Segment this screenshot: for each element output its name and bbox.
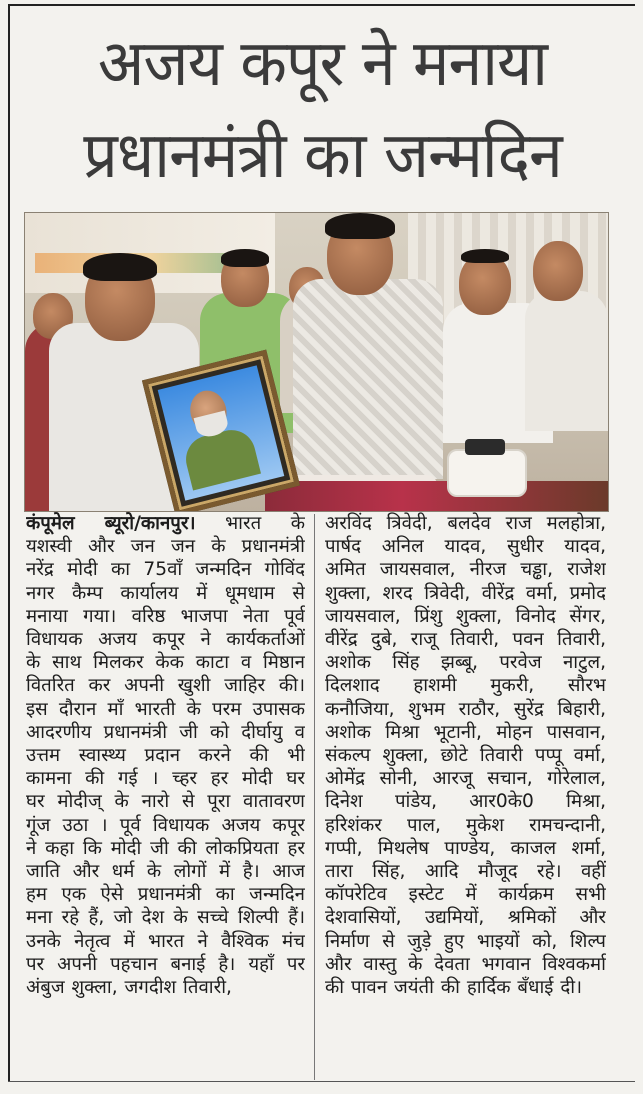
article-line-text: दिलशाद हाशमी मुकरी, सौरभ [325, 675, 606, 697]
article-line-text: विधायक अजय कपूर ने कार्यकर्ताओं [26, 629, 305, 651]
article-line [325, 512, 606, 535]
article-line-text: कनौजिया, शुभम राठौर, सुरेंद्र बिहारी, [325, 698, 606, 720]
article-line [325, 721, 606, 744]
article-line [26, 860, 305, 883]
article-line [26, 582, 305, 605]
article-line-text: जाति और धर्म के लोगों में है। आज [26, 861, 305, 883]
article-line [325, 860, 606, 883]
article-line-text: ओमेंद्र सोनी, आरजू सचान, गोरेलाल, [325, 768, 606, 790]
article-line-text: भारत के [195, 513, 305, 534]
column-divider [314, 514, 315, 1080]
article-line [325, 790, 606, 813]
article-line-text: आदरणीय प्रधानमंत्री जी को दीर्घायु व [26, 721, 305, 743]
article-line-text: अरविंद त्रिवेदी, बलदेव राज मलहोत्रा, [325, 513, 606, 534]
article-line-text: तारा सिंह, आदि मौजूद रहे। वहीं [325, 861, 606, 883]
article-line [325, 814, 606, 837]
article-line-text: की पावन जयंती की हार्दिक बँधाई दी। [325, 977, 583, 999]
article-line-text: दिनेश पांडेय, आर0के0 मिश्रा, [325, 791, 606, 813]
article-line [26, 930, 305, 953]
article-line [26, 790, 305, 813]
article-line-text: अंबुज शुक्ला, जगदीश तिवारी, [26, 977, 232, 999]
article-line [26, 628, 305, 651]
article-line [26, 767, 305, 790]
article-column-right [325, 512, 606, 999]
article-line-text: के साथ मिलकर केक काटा व मिष्ठान [26, 652, 305, 674]
article-line [325, 883, 606, 906]
article-line [325, 837, 606, 860]
article-line-text: नगर कैम्प कार्यालय में धूमधाम से [26, 582, 305, 604]
article-line-text: शुक्ला, शरद त्रिवेदी, वीरेंद्र वर्मा, प्रमोद [325, 582, 606, 604]
article-line-text: वीरेंद्र दुबे, राजू तिवारी, पवन तिवारी, [325, 629, 606, 651]
birthday-cake [447, 449, 527, 497]
article-line-text: गप्पी, मिथलेष पाण्डेय, काजल शर्मा, [325, 837, 606, 859]
article-line-text: वितरित कर अपनी खुशी जाहिर की। [26, 675, 305, 697]
article-line [26, 883, 305, 906]
article-line [26, 512, 305, 535]
article-line [325, 558, 606, 581]
article-line-text: पार्षद अनिल यादव, सुधीर यादव, [325, 536, 606, 558]
article-column-left [26, 512, 305, 999]
article-line-text: निर्माण से जुड़े हुए भाइयों को, शिल्प [325, 930, 606, 952]
article-line [26, 976, 305, 999]
article-line-text: यशस्वी और जन जन के प्रधानमंत्री [26, 536, 305, 558]
article-line [26, 906, 305, 929]
article-line [26, 721, 305, 744]
article-line [26, 698, 305, 721]
article-line [325, 582, 606, 605]
article-line-text: अशोक मिश्रा भूटानी, मोहन पासवान, [325, 721, 606, 743]
article-line-text: कॉपरेटिव इस्टेट में कार्यक्रम सभी [325, 884, 606, 906]
cake-topper [465, 439, 505, 455]
article-line-text: गूंज उठा । पूर्व विधायक अजय कपूर [26, 814, 305, 836]
article-line [325, 976, 606, 999]
article-line [26, 651, 305, 674]
article-line-text: हरिशंकर पाल, मुकेश रामचन्दानी, [325, 814, 606, 836]
article-line-text: उनके नेतृत्व में भारत ने वैश्विक मंच [26, 930, 305, 952]
article-line [26, 744, 305, 767]
article-line [325, 767, 606, 790]
article-line-text: नरेंद्र मोदी का 75वाँ जन्मदिन गोविंद [26, 559, 305, 581]
article-line [26, 814, 305, 837]
article-line-text: मना रहे हैं, जो देश के सच्चे शिल्पी हैं। [26, 907, 305, 929]
article-line-text: पर अपनी पहचान बनाई है। यहाँ पर [26, 953, 305, 975]
article-line-text: ने कहा कि मोदी जी की लोकप्रियता हर [26, 837, 305, 859]
article-line [26, 535, 305, 558]
article-line [26, 558, 305, 581]
article-line-text: अमित जायसवाल, नीरज चड्ढा, राजेश [325, 559, 606, 581]
article-line-text: जायसवाल, प्रिंशु शुक्ला, विनोद सेंगर, [325, 605, 606, 627]
top-rule [8, 4, 635, 6]
headline-line-1: अजय कपूर ने मनाया [97, 27, 548, 101]
article-line [325, 674, 606, 697]
article-line-text: उत्तम स्वास्थ्य प्रदान करने की भी [26, 745, 305, 767]
article-line-text: और वास्तु के देवता भगवान विश्वकर्मा [325, 953, 606, 975]
article-line-text: कामना की गई । च्हर हर मोदी घर [26, 768, 305, 790]
article-line [325, 906, 606, 929]
article-line [325, 535, 606, 558]
news-photo [24, 212, 609, 512]
article-line [325, 953, 606, 976]
article-line-text: मनाया गया। वरिष्ठ भाजपा नेता पूर्व [26, 605, 305, 627]
article-line [325, 605, 606, 628]
article-line [26, 674, 305, 697]
article-line [325, 628, 606, 651]
article-line [26, 837, 305, 860]
dateline: कंपूमेल ब्यूरो/कानपुर। [26, 513, 196, 534]
table-cloth [265, 481, 608, 511]
article-line [26, 605, 305, 628]
bottom-rule [8, 1081, 635, 1082]
article-line [325, 930, 606, 953]
article-line [325, 698, 606, 721]
article-line-text: अशोक सिंह झब्बू, परवेज नाटुल, [325, 652, 606, 674]
article-line-text: संकल्प शुक्ला, छोटे तिवारी पप्पू वर्मा, [325, 745, 606, 767]
article-line-text: इस दौरान माँ भारती के परम उपासक [26, 698, 305, 720]
article-line [325, 651, 606, 674]
headline [37, 18, 608, 202]
article-line-text: घर मोदीज् के नारो से पूरा वातावरण [26, 791, 305, 813]
article-line [26, 953, 305, 976]
article-line [325, 744, 606, 767]
article-line-text: हम एक ऐसे प्रधानमंत्री का जन्मदिन [26, 884, 305, 906]
left-rule [8, 4, 10, 1082]
article-line-text: देशवासियों, उद्यमियों, श्रमिकों और [325, 907, 606, 929]
headline-line-2: प्रधानमंत्री का जन्मदिन [83, 119, 562, 193]
